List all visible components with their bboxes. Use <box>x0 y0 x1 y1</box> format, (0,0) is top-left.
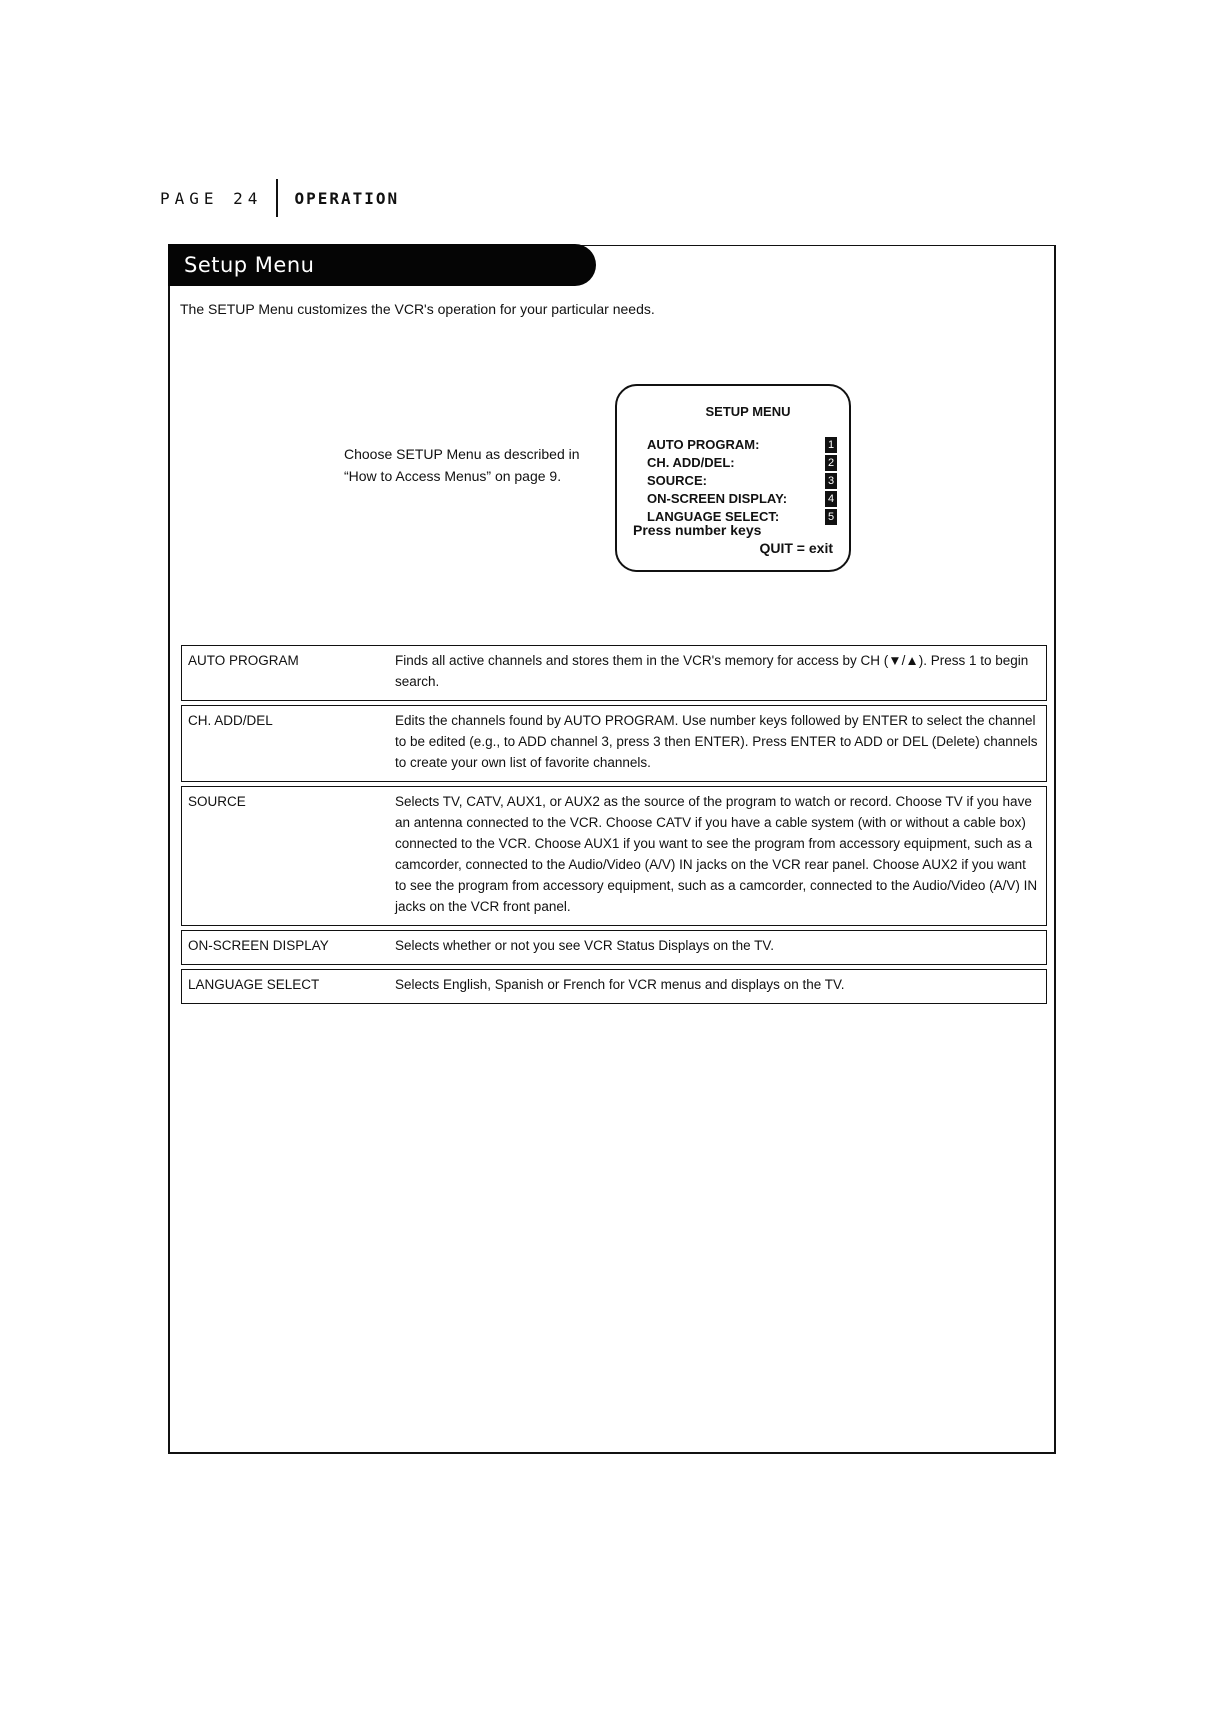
table-row <box>182 706 1047 782</box>
screen-quit-hint: QUIT = exit <box>759 540 833 556</box>
setting-term: LANGUAGE SELECT <box>182 970 390 1004</box>
number-key-badge: 1 <box>825 437 837 453</box>
screen-item-label: SOURCE: <box>647 473 707 488</box>
setting-term: AUTO PROGRAM <box>182 646 390 701</box>
setting-term: SOURCE <box>182 787 390 926</box>
setting-definition: Selects English, Spanish or French for VCR menus and displays on the TV. <box>389 970 1047 1004</box>
title-bar <box>168 244 596 286</box>
number-key-badge: 2 <box>825 455 837 471</box>
intro-text: The SETUP Menu customizes the VCR's operation for your particular needs. <box>180 301 655 317</box>
screen-prompt: Press number keys <box>633 522 762 538</box>
table-row <box>182 646 1047 701</box>
setting-definition: Finds all active channels and stores them in the VCR's memory for access by CH (▼/▲). Press 1 to begin search. <box>389 646 1047 701</box>
screen-menu-item <box>647 436 837 454</box>
page-title: Setup Menu <box>184 253 315 277</box>
instruction-text: Choose SETUP Menu as described in “How to Access Menus” on page 9. <box>344 446 580 484</box>
setting-definition: Edits the channels found by AUTO PROGRAM. Use number keys followed by ENTER to select the channel to be edited (e.g., to ADD channel 3, press 3 then ENTER). Press ENTER to ADD or DEL (Delete) channels to create your own list of favorite channels. <box>389 706 1047 782</box>
screen-item-label: AUTO PROGRAM: <box>647 437 760 452</box>
screen-menu-item <box>647 454 837 472</box>
screen-item-label: LANGUAGE SELECT: <box>647 509 780 524</box>
page-header <box>160 178 399 218</box>
setting-definition: Selects TV, CATV, AUX1, or AUX2 as the source of the program to watch or record. Choose TV if you have an antenna connected to the VCR. Choose CATV if you have a cable system (with or without a cable box) connected to the VCR. Choose AUX1 if you want to see the program from accessory equipment, such as a camcorder, connected to the Audio/Video (A/V) IN jacks on the VCR rear panel. Choose AUX2 if you want to see the program from accessory equipment, such as a camcorder, connected to the Audio/Video (A/V) IN jacks on the VCR front panel. <box>389 787 1047 926</box>
page-number: PAGE 24 <box>160 188 263 208</box>
screen-menu-list <box>647 436 837 526</box>
screen-menu-item <box>647 490 837 508</box>
screen-item-label: CH. ADD/DEL: <box>647 455 735 470</box>
setting-term: ON-SCREEN DISPLAY <box>182 931 390 965</box>
table-row <box>182 787 1047 926</box>
table-row <box>182 931 1047 965</box>
table-row <box>182 970 1047 1004</box>
setting-term: CH. ADD/DEL <box>182 706 390 782</box>
screen-item-label: ON-SCREEN DISPLAY: <box>647 491 788 506</box>
content-frame <box>168 245 1056 1454</box>
section-name: OPERATION <box>294 188 400 208</box>
screen-menu-item <box>647 472 837 490</box>
settings-description-table <box>181 645 1047 1004</box>
number-key-badge: 3 <box>825 473 837 489</box>
screen-title: SETUP MENU <box>705 404 791 419</box>
header-divider <box>276 179 278 217</box>
number-key-badge: 5 <box>825 509 837 525</box>
setup-menu-screen <box>615 384 851 572</box>
setting-definition: Selects whether or not you see VCR Status Displays on the TV. <box>389 931 1047 965</box>
number-key-badge: 4 <box>825 491 837 507</box>
